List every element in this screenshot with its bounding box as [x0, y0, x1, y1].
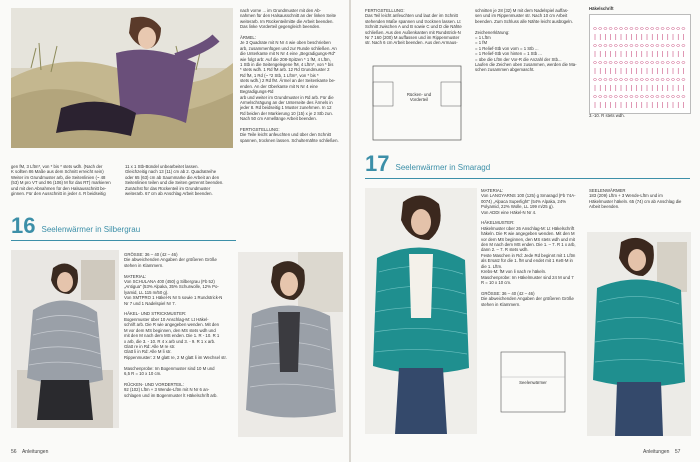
- chart-symbol: [599, 28, 602, 30]
- chart-symbol: [604, 45, 607, 47]
- chart-symbol: [625, 62, 628, 64]
- chart-symbol: [625, 96, 628, 98]
- page-number: 57: [674, 449, 681, 455]
- chart-symbol: [656, 96, 659, 98]
- chart-symbol: [599, 45, 602, 47]
- page-number: 56: [11, 449, 17, 455]
- chart-symbol: [614, 28, 617, 30]
- chart-symbol: [609, 28, 612, 30]
- page-label: Anleitungen: [643, 449, 670, 455]
- chart-title: Häkelschrift: [589, 6, 614, 11]
- chart-symbol: [666, 28, 669, 30]
- chart-symbol: [682, 62, 685, 64]
- chart-symbol: [630, 62, 633, 64]
- crochet-chart: [589, 14, 691, 114]
- chart-symbol: [609, 45, 612, 47]
- left-text-column-top: nach vorne ... im Grundmuster mit den Ab- nahmen für den Halsausschnitt an der linken Seite weiterarb. Im Rückenteilmitte die Arbeit beenden. Das linke Vorderteil gegengleich beenden. ÄRMEL: Je 3 Quadrate mit N Nr 4 wie oben beschrieben arb, zusammenfügen und zur Runde schließen. An die Unterkante mit N Nr 4 eine „Begradigungs-Rd“ wie folgt arb: Auf die 208-Spitzen * 1 fM, 4 Lftm, 1 Stb in die Seitengelegene fM, 4 Lftm*, von * bis * stets wdh. 1 Rd fM arb. 12 Rd Grundmuster 2 Rd fM, 1 Rd (~ *2 Stb, 1 Lftm*, von * bis * stets wdh.) 2 Rd fM. Ärmel an der Seitenkante be- enden. An der Oberkante mit N Nr 4 eine Begradigungs-Rd arb und weiter im Grundmuster in Rd arb. Für die Armelschrägung an der Unterseite des Ärmels in jeder 8. Rd beidseitig 1 Muster zunehmen. In 12 Rd beiden der Markierung 10 (15) x je 2 Stb zun. Nach 50 cm Armellänge Arbeit beenden. FERTIGSTELLUNG: Die Teile leicht anfeuchten und über den Schnitt spannen, trocknen lassen. Schulternähte schließen.: [240, 8, 339, 143]
- chart-symbol: [677, 79, 680, 81]
- chart-symbol: [625, 45, 628, 47]
- chart-symbol: [640, 79, 643, 81]
- chart-symbol: [593, 45, 596, 47]
- chart-symbol: [640, 62, 643, 64]
- chart-symbol: [656, 62, 659, 64]
- chart-symbol: [604, 62, 607, 64]
- pattern-17-heading: [365, 151, 491, 176]
- chart-symbol: [599, 62, 602, 64]
- chart-symbol: [599, 96, 602, 98]
- pattern-title: Seelenwärmer in Silbergrau: [41, 225, 141, 234]
- chart-symbol: [671, 96, 674, 98]
- chart-symbol: [630, 28, 633, 30]
- chart-symbol: [671, 62, 674, 64]
- schematic-shrug: [481, 332, 585, 432]
- right-page: [351, 0, 700, 462]
- chart-symbol: [619, 96, 622, 98]
- crochet-chart-svg: [590, 15, 690, 113]
- chart-symbol: [671, 45, 674, 47]
- heading-rule: [365, 178, 690, 179]
- right-text-column-b: schnitten je 28 (32) M mit dem Nadelspiel auffas- sen und im Rippenmuster str. Nach 10 cm Arbeit beenden. Zum Schluss alle Nähte leicht ausbügeln. Zeichenerklärung: = 1 Lftm = 1 fM = 1 Relief-Stb von vorn = 1 Stb ... = 1 Relief-Stb von hinten = 1 Stb ... = übe die Lftm der Vor-R die Anzahl der Stb... Laufen die Zeichen oben zusammen, werden die Ma- schen zusammen abgemascht.: [475, 8, 577, 73]
- chart-symbol: [671, 79, 674, 81]
- chart-symbol: [640, 96, 643, 98]
- chart-symbol: [593, 62, 596, 64]
- schematic-label: Rücken- und Vorderteil: [406, 92, 432, 103]
- chart-symbol: [645, 28, 648, 30]
- chart-symbol: [635, 62, 638, 64]
- chart-symbol: [630, 79, 633, 81]
- chart-note: 3.-10. R stets wdh.: [589, 113, 625, 118]
- chart-symbol: [645, 45, 648, 47]
- chart-symbol: [614, 45, 617, 47]
- photo-dune-model: [11, 8, 233, 148]
- chart-symbol: [609, 79, 612, 81]
- chart-symbol: [651, 96, 654, 98]
- chart-symbol: [651, 79, 654, 81]
- chart-symbol: [677, 62, 680, 64]
- right-text-column-a: FERTIGSTELLUNG: Das Teil leicht anfeuchten und laut der im Schnitt stehenden Maße spannen und trocknen lassen. Lt Schnitt zwischen A und B sowie C und D die Nähte schließen. Aus den Außenkanten mit Rundstrick-N Nr 7 160 (200) M auffassen und im Rippenmuster str. Nach 6 cm Arbeit beenden. Aus den Armaus-: [365, 8, 462, 46]
- chart-symbol: [604, 79, 607, 81]
- chart-symbol: [593, 28, 596, 30]
- chart-symbol: [666, 96, 669, 98]
- right-pattern-instructions-b: SEELENWÄRMER 183 (209) Lftm + 3 Wende-Lftm und im Häkelmuster häkeln. 65 (74) cm ab Anschlag die Arbeit beenden.: [589, 188, 682, 210]
- photo-grey-cardigan-standing: [238, 252, 343, 437]
- chart-symbol: [671, 28, 674, 30]
- chart-symbol: [614, 62, 617, 64]
- chart-symbol: [630, 45, 633, 47]
- chart-symbol: [619, 62, 622, 64]
- left-text-column-c: 11 x 1 Stb-Bündel unbearbeitet lassen. Gleichzeitig nach 13 (11) cm ab 2. Quadratreihe oder 65 (63) cm ab Saummarke die Arbeit an den Seitenlinien teilen und die Seiten getrennt beenden. Zunächst für das Rückenteil im Grundmuster weiterarb. 67 cm ab Anschlag Arbeit beenden.: [125, 164, 224, 197]
- chart-symbol: [677, 28, 680, 30]
- chart-symbol: [682, 28, 685, 30]
- chart-symbol: [651, 28, 654, 30]
- chart-symbol: [682, 79, 685, 81]
- chart-symbol: [645, 62, 648, 64]
- pattern-16-heading: [11, 213, 141, 238]
- photo-teal-cardigan-back: [587, 232, 691, 436]
- chart-symbol: [625, 28, 628, 30]
- chart-symbol: [604, 96, 607, 98]
- chart-symbol: [625, 79, 628, 81]
- schematic-front-back: [369, 62, 465, 144]
- chart-symbol: [619, 79, 622, 81]
- chart-symbol: [599, 79, 602, 81]
- chart-symbol: [651, 62, 654, 64]
- pattern-number: 17: [365, 151, 390, 176]
- chart-symbol: [635, 79, 638, 81]
- heading-rule: [11, 240, 236, 241]
- chart-symbol: [635, 45, 638, 47]
- left-pattern-instructions: GRÖSSE: 36 – 40 (42 – 46) Die abweichenden Angaben der größeren Größe stehen in Klammern. MATERIAL: Von SCHULANA 400 (450) g Silbergrau (Fb 52) „Antigua“ (53% Alpaka, 35% Schurwolle, 12% Po- lyamid, LL 115 m/50 g). Von XMTPRO 1 Häkel-N Nr 5 sowie 1 Rundstrick-N Nr 7 und 1 Nadelspiel Nr 7. HÄKEL- UND STRICKMUSTER: Bogenmuster über 10 Anschlag-M: Lt Häkel- schrift arb. Die R wie angegeben wenden. Mit den M vor dem MS beginnen, den MS stets wdh und mit den M nach dem MS enden. Die 1. R - 10. R 1 x arb, die 3. - 10. R 4 x arb und 3. - 9. R 1 x arb. Glatt re in Rd: Alle M re str. Glatt li in Rd: Alle M li str. Rippenmuster: 2 M glatt re, 2 M glatt li im Wechsel str. Maschenprobe: Im Bogenmuster sind 10 M und 6,5 R = 10 x 10 cm. RÜCKEN- UND VORDERTEIL: 92 (102) Lftm + 3 Wende-Lftm mit N Nr 6 an- schlagen und im Bogenmuster lt Häkelschrift arb.: [124, 252, 227, 398]
- chart-symbol: [651, 45, 654, 47]
- left-page: [0, 0, 349, 462]
- chart-symbol: [661, 96, 664, 98]
- chart-symbol: [661, 45, 664, 47]
- chart-symbol: [656, 45, 659, 47]
- chart-symbol: [682, 96, 685, 98]
- chart-symbol: [609, 62, 612, 64]
- chart-symbol: [666, 79, 669, 81]
- left-footer: [11, 449, 48, 455]
- photo-grey-cardigan-seated: [11, 250, 119, 428]
- chart-symbol: [614, 96, 617, 98]
- chart-symbol: [640, 45, 643, 47]
- chart-symbol: [677, 96, 680, 98]
- left-text-column-a: gen fM, 3 Lftm*, von * bis * stets wdh. (Nach der K sollten 86 Maße aus dem Schnitt erreicht sein) Weiter im Grundmuster arb, die Seitenlinien (~ 48 (53) M pro VT und 96 (106) M für das RT) markieren und mit den Abnahmen für den Halsausschnitt be- ginnen. Für den Ausschnitt in jeder 4. R beidseitig: [11, 164, 111, 197]
- right-pattern-instructions-a: MATERIAL: Von LANGYARNS 100 (125) g Smaragd (Fb 74A- 0074) „Alpaca Superlight“ (54% Alpaka, 24% Polyamid, 22% Wolle, LL 199 m/25 g). Von ADDI eine Häkel-N Nr 4. HÄKELMUSTER: Häkelmuster über 26 Anschlag-M: Lt Häkelschrift häkeln. Die R wie angegeben wenden. Mit den M vor dem MS beginnen, den MS stets wdh und mit den M nach dem MS enden. Die 1. – 7. R 1 x arb, dann 2. – 7. R stets wdh. Feste Maschen in Rd: Jede Rd beginnt mit 1 Lftm als Ersatz für die 1. fM und endet mit 1 Kett-M in die 1. Lftm. Krebs-M: fM von li nach re häkeln. Maschenprobe: Im Häkelmuster sind 24 M und 7 R = 10 x 10 cm. GRÖSSE: 36 – 40 (42 – 46) Die abweichenden Angaben der größeren Größe stehen in Klammern.: [481, 188, 576, 307]
- chart-symbol: [677, 45, 680, 47]
- chart-symbol: [645, 96, 648, 98]
- chart-symbol: [614, 79, 617, 81]
- pattern-number: 16: [11, 213, 36, 238]
- schematic2-label: Seelenwärmer: [519, 380, 547, 385]
- chart-symbol: [661, 79, 664, 81]
- chart-symbol: [656, 79, 659, 81]
- chart-symbol: [593, 79, 596, 81]
- chart-symbol: [635, 28, 638, 30]
- chart-symbol: [666, 62, 669, 64]
- chart-symbol: [666, 45, 669, 47]
- chart-symbol: [604, 28, 607, 30]
- chart-symbol: [619, 45, 622, 47]
- chart-symbol: [609, 96, 612, 98]
- chart-symbol: [593, 96, 596, 98]
- chart-symbol: [656, 28, 659, 30]
- chart-symbol: [682, 45, 685, 47]
- photo-teal-cardigan-front: [365, 188, 477, 434]
- pattern-title: Seelenwärmer in Smaragd: [395, 163, 491, 172]
- page-label: Anleitungen: [21, 449, 49, 455]
- chart-symbol: [661, 62, 664, 64]
- chart-symbol: [640, 28, 643, 30]
- right-footer: [643, 449, 680, 455]
- chart-symbol: [630, 96, 633, 98]
- chart-symbol: [635, 96, 638, 98]
- chart-symbol: [619, 28, 622, 30]
- chart-symbol: [645, 79, 648, 81]
- chart-symbol: [661, 28, 664, 30]
